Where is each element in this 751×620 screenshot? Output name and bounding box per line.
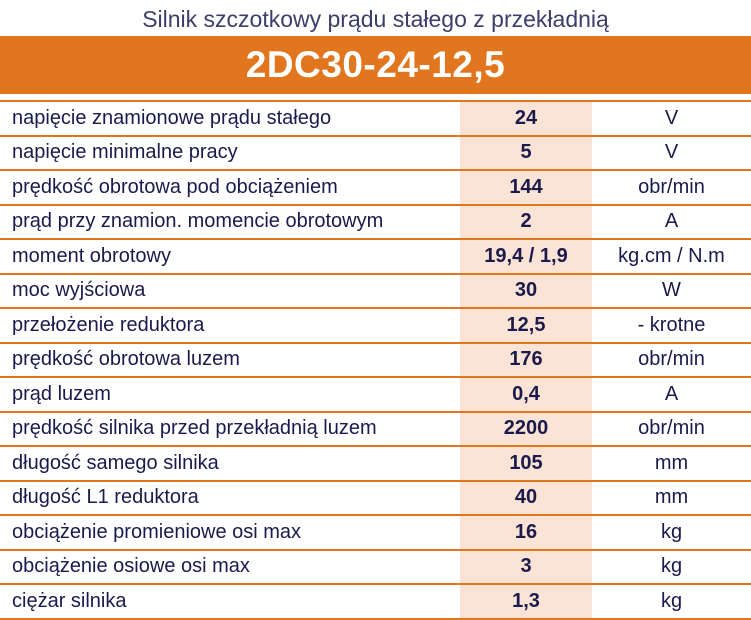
spec-value: 19,4 / 1,9 [460,239,592,274]
spec-parameter: obciążenie osiowe osi max [0,550,460,585]
spec-unit: W [592,274,751,309]
spec-row [0,239,751,274]
spec-row [0,584,751,619]
spec-value: 5 [460,136,592,171]
spec-parameter: długość L1 reduktora [0,481,460,516]
spec-unit: obr/min [592,343,751,378]
spec-parameter: napięcie minimalne pracy [0,136,460,171]
spec-value: 12,5 [460,308,592,343]
spec-unit: mm [592,446,751,481]
spec-value: 3 [460,550,592,585]
spec-row [0,170,751,205]
spec-value: 2 [460,205,592,240]
spec-unit: mm [592,481,751,516]
spec-parameter: prędkość silnika przed przekładnią luzem [0,412,460,447]
spec-parameter: ciężar silnika [0,584,460,619]
spec-row [0,550,751,585]
spec-parameter: przełożenie reduktora [0,308,460,343]
spec-unit: A [592,377,751,412]
spec-value: 0,4 [460,377,592,412]
spec-unit: kg.cm / N.m [592,239,751,274]
spec-unit: kg [592,515,751,550]
spec-row [0,412,751,447]
spec-unit: V [592,101,751,136]
spec-value: 105 [460,446,592,481]
spec-value: 40 [460,481,592,516]
spec-row [0,481,751,516]
spec-parameter: obciążenie promieniowe osi max [0,515,460,550]
spec-row [0,205,751,240]
spec-value: 30 [460,274,592,309]
spec-row [0,308,751,343]
spec-value: 144 [460,170,592,205]
spec-parameter: napięcie znamionowe prądu stałego [0,101,460,136]
spec-parameter: prędkość obrotowa pod obciążeniem [0,170,460,205]
spec-unit: obr/min [592,170,751,205]
spec-parameter: prąd przy znamion. momencie obrotowym [0,205,460,240]
spec-value: 16 [460,515,592,550]
spec-table-body [0,101,751,619]
spec-value: 2200 [460,412,592,447]
spec-row [0,446,751,481]
spec-parameter: długość samego silnika [0,446,460,481]
spec-parameter: prąd luzem [0,377,460,412]
spec-parameter: moc wyjściowa [0,274,460,309]
document-title: Silnik szczotkowy prądu stałego z przekładnią [142,6,609,32]
spec-row [0,515,751,550]
spec-unit: V [592,136,751,171]
spec-row [0,343,751,378]
spec-unit: kg [592,584,751,619]
spec-parameter: prędkość obrotowa luzem [0,343,460,378]
spec-unit: - krotne [592,308,751,343]
model-banner: 2DC30-24-12,5 [0,36,751,94]
spec-row [0,136,751,171]
spec-row [0,274,751,309]
spec-value: 1,3 [460,584,592,619]
spec-unit: obr/min [592,412,751,447]
spec-row [0,101,751,136]
spec-unit: A [592,205,751,240]
spec-unit: kg [592,550,751,585]
spec-parameter: moment obrotowy [0,239,460,274]
spec-row [0,377,751,412]
spec-value: 176 [460,343,592,378]
spec-value: 24 [460,101,592,136]
spec-table [0,100,751,620]
